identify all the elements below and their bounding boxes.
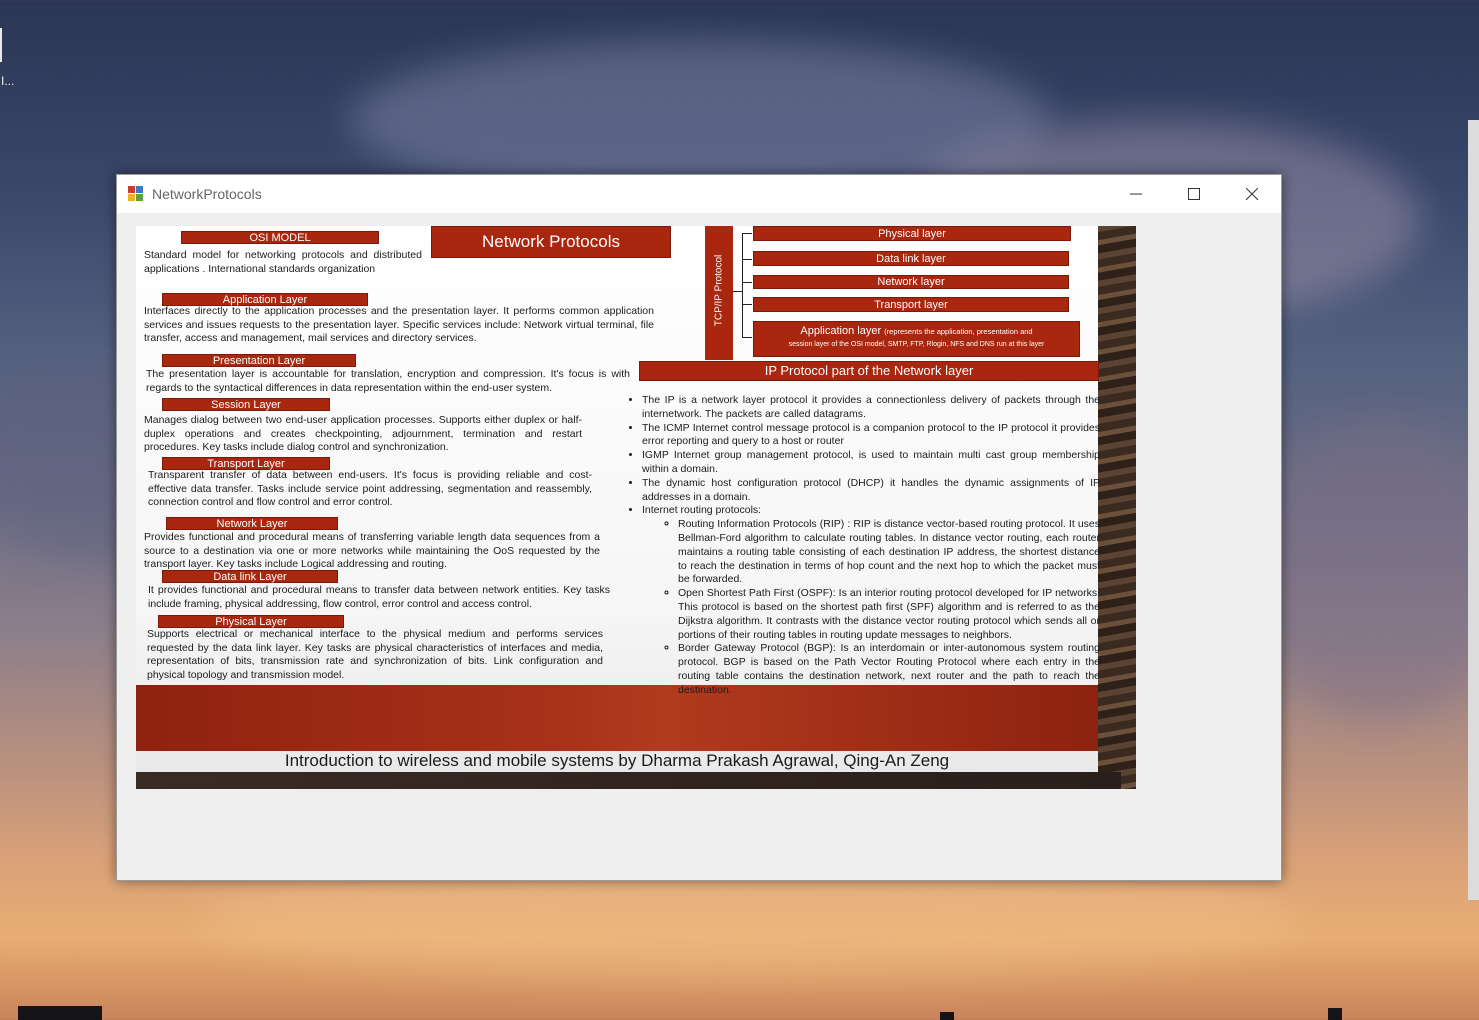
list-item: ◦ Open Shortest Path First (OSPF): Is an interior routing protocol developed for IP networks. This protocol is based on the shortest path first (SPF) algorithm and is referred to as the Dijkstra algorithm. It contrasts with the distance vector routing protocol which sends all or portions of their routing tables in routing update messages to neighbors. bbox=[678, 587, 1100, 642]
skyline-silhouette bbox=[18, 1006, 102, 1020]
close-icon bbox=[1246, 188, 1258, 200]
osi-model-header: OSI MODEL bbox=[181, 231, 379, 244]
transport-layer-header: Transport Layer bbox=[162, 457, 330, 470]
tcpip-application-note: (represents the application, presentation and bbox=[884, 327, 1033, 336]
tcpip-application-title: Application layer bbox=[800, 325, 882, 337]
tcpip-protocol-text: TCP/IP Protocol bbox=[713, 254, 725, 327]
tcpip-tree-line bbox=[742, 233, 743, 338]
routing-protocols-list bbox=[642, 518, 1100, 697]
transport-layer-text: Transparent transfer of data between end-users. It's focus is providing reliable and cost-effective data transfer. Tasks include service point addressing, segmentation and reassembly, connection control and flow control and error control. bbox=[148, 469, 592, 509]
window-title: NetworkProtocols bbox=[152, 186, 262, 202]
tcpip-tree-line bbox=[742, 233, 752, 234]
minimize-button[interactable] bbox=[1107, 175, 1165, 213]
presentation-layer-header: Presentation Layer bbox=[162, 354, 356, 367]
maximize-button[interactable] bbox=[1165, 175, 1223, 213]
tcpip-application-note-2: session layer of the OSI model, SMTP, FTP, Rlogin, NFS and DNS run at this layer bbox=[788, 341, 1045, 348]
sky-cloud bbox=[1250, 420, 1479, 720]
network-layer-text: Provides functional and procedural means of transferring variable length data sequences from a source to a destination via one or more networks while maintaining the OoS requested by the transport layer. Key tasks include Logical addressing and routing. bbox=[144, 531, 600, 571]
poster-paper bbox=[136, 226, 1098, 772]
data-link-layer-text: It provides functional and procedural means to transfer data between network entities. Key tasks include framing, physical addressing, flow control, error control and access control. bbox=[148, 584, 610, 610]
app-window bbox=[116, 174, 1282, 881]
tcpip-tree-line bbox=[742, 259, 752, 260]
list-item bbox=[642, 504, 1100, 697]
app-icon bbox=[128, 186, 144, 202]
poster-picture-box bbox=[136, 226, 1136, 789]
tcpip-tree-line bbox=[733, 291, 743, 292]
title-bar[interactable] bbox=[117, 175, 1281, 213]
physical-layer-text: Supports electrical or mechanical interface to the physical medium and performs services requested by the data link layer. Key tasks are physical characteristics of interfaces and media, representation of bits, transmission rate and synchronization of bits. Link configuration and physical topology and transmission model. bbox=[147, 628, 603, 681]
skyline-silhouette bbox=[1328, 1008, 1342, 1020]
network-protocols-title: Network Protocols bbox=[431, 226, 671, 258]
list-item: • The ICMP Internet control message protocol is a companion protocol to the IP protocol it provides error reporting and query to a host or router bbox=[642, 422, 1100, 450]
tcpip-transport-layer: Transport layer bbox=[753, 297, 1069, 312]
desktop-icon-label[interactable]: I... bbox=[1, 74, 15, 88]
list-item: ◦ Border Gateway Protocol (BGP): Is an interdomain or inter-autonomous system routing protocol. BGP is based on the Path Vector Routing Protocol where each entry in the routing table contains the destination network, next router and the path to reach the destination. bbox=[678, 642, 1100, 697]
tcpip-tree-line bbox=[742, 282, 752, 283]
list-item: ◦ Routing Information Protocols (RIP) : RIP is distance vector-based routing protocol. It uses Bellman-Ford algorithm to calculate routing tables. In distance vector routing, each router maintains a routing table consisting of each destination IP address, the shortest distance to reach the destination in terms of hop count and the next hop to which the packet must be forwarded. bbox=[678, 518, 1100, 587]
minimize-icon bbox=[1130, 188, 1142, 200]
tcpip-physical-layer: Physical layer bbox=[753, 226, 1071, 241]
list-item: • The IP is a network layer protocol it provides a connectionless delivery of packets through the internetwork. The packets are called datagrams. bbox=[642, 394, 1100, 422]
session-layer-text: Manages dialog between two end-user application processes. Supports either duplex or half-duplex operations and creates checkpointing, adjournment, termination and restart procedures. Key tasks include dialog control and synchronization. bbox=[144, 414, 582, 454]
presentation-layer-text: The presentation layer is accountable for translation, encryption and compression. It's focus is with regards to the syntactical differences in data representation within the end-user system. bbox=[146, 368, 630, 394]
tcpip-tree-line bbox=[742, 337, 752, 338]
application-layer-text: Interfaces directly to the application processes and the presentation layer. It performs common application services and issues requests to the presentation layer. Specific services include: Network virtual terminal, file transfer, access and management, mail services and directory services. bbox=[144, 305, 654, 345]
list-item: • IGMP Internet group management protocol, is used to maintain multi cast group membership within a domain. bbox=[642, 449, 1100, 477]
routing-protocols-label: Internet routing protocols: bbox=[642, 504, 762, 517]
network-layer-header: Network Layer bbox=[166, 517, 338, 530]
paper-shadow bbox=[136, 772, 1121, 789]
desktop-icon[interactable] bbox=[0, 28, 2, 62]
tcpip-tree-line bbox=[742, 304, 752, 305]
tcpip-data-link-layer: Data link layer bbox=[753, 251, 1069, 266]
ip-protocol-header: IP Protocol part of the Network layer bbox=[639, 361, 1099, 381]
maximize-icon bbox=[1188, 188, 1200, 200]
ip-protocol-list bbox=[626, 394, 1100, 698]
wood-background bbox=[1098, 226, 1136, 789]
desktop-scrollbar bbox=[1468, 120, 1479, 900]
tcpip-network-layer: Network layer bbox=[753, 275, 1069, 289]
osi-model-desc: Standard model for networking protocols and distributed applications . International standards organization bbox=[144, 249, 422, 275]
tcpip-protocol-label bbox=[705, 226, 733, 360]
list-item: • The dynamic host configuration protocol (DHCP) it handles the dynamic assignments of IP addresses in a domain. bbox=[642, 477, 1100, 505]
close-button[interactable] bbox=[1223, 175, 1281, 213]
application-layer-header: Application Layer bbox=[162, 293, 368, 306]
data-link-layer-header: Data link Layer bbox=[162, 570, 338, 583]
book-credit: Introduction to wireless and mobile systems by Dharma Prakash Agrawal, Qing-An Zeng bbox=[284, 751, 950, 770]
skyline-silhouette bbox=[940, 1012, 954, 1020]
physical-layer-header: Physical Layer bbox=[158, 615, 344, 628]
session-layer-header: Session Layer bbox=[162, 398, 330, 411]
tcpip-application-layer bbox=[753, 321, 1080, 357]
